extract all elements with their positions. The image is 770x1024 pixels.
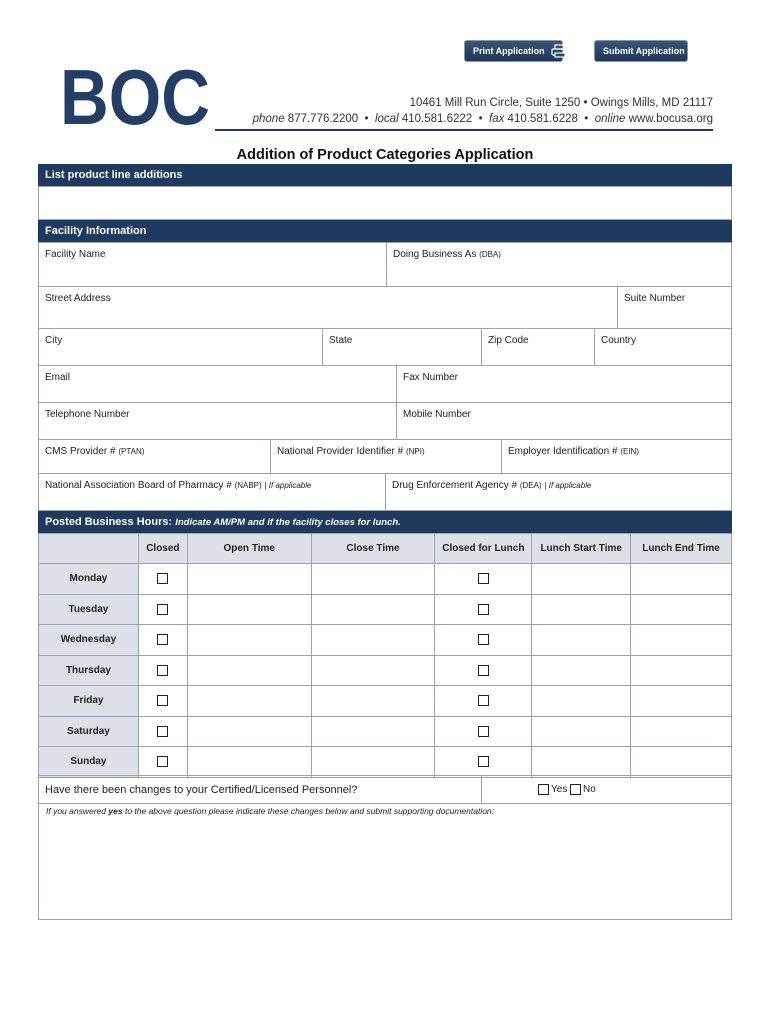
hours-row-tuesday	[39, 594, 732, 625]
day-label: Monday	[39, 564, 139, 595]
npi-field[interactable]: National Provider Identifier # (NPI)	[270, 439, 502, 474]
closed-cell	[138, 625, 187, 656]
closed-checkbox[interactable]	[157, 634, 168, 645]
personnel-changes-field[interactable]: If you answered yes to the above question please indicate these changes below and submit supporting documentation:	[38, 803, 732, 920]
hours-col-lunch-end: Lunch End Time	[631, 534, 732, 564]
state-field[interactable]: State	[322, 328, 482, 366]
lunch-end-time-field[interactable]	[631, 716, 732, 747]
closed-checkbox[interactable]	[157, 726, 168, 737]
phone-label: phone	[252, 113, 285, 125]
open-time-field[interactable]	[187, 594, 311, 625]
lunch-start-time-field[interactable]	[532, 625, 631, 656]
submit-application-label: Submit Application	[603, 46, 685, 56]
day-label: Thursday	[39, 655, 139, 686]
hours-col-day	[39, 534, 139, 564]
submit-application-button[interactable]	[594, 40, 688, 62]
lunch-end-time-field[interactable]	[631, 594, 732, 625]
closed-lunch-checkbox[interactable]	[478, 604, 489, 615]
open-time-field[interactable]	[187, 564, 311, 595]
ein-field[interactable]: Employer Identification # (EIN)	[501, 439, 732, 474]
hours-row-friday	[39, 686, 732, 717]
fax-number-field[interactable]: Fax Number	[396, 365, 732, 403]
day-label: Friday	[39, 686, 139, 717]
no-checkbox[interactable]	[570, 784, 581, 795]
product-line-field[interactable]	[38, 186, 732, 220]
phone-number: 877.776.2200	[287, 113, 359, 125]
closed-lunch-checkbox[interactable]	[478, 634, 489, 645]
facility-section-bar: Facility Information	[38, 220, 732, 242]
address-line: 10461 Mill Run Circle, Suite 1250 • Owings Mills, MD 21117	[409, 97, 713, 109]
print-application-button[interactable]	[464, 40, 563, 62]
open-time-field[interactable]	[187, 716, 311, 747]
close-time-field[interactable]	[311, 686, 435, 717]
closed-lunch-cell	[435, 747, 532, 778]
online-label: online	[594, 113, 626, 125]
closed-cell	[138, 747, 187, 778]
hours-row-sunday	[39, 747, 732, 778]
closed-checkbox[interactable]	[157, 756, 168, 767]
personnel-answer	[481, 775, 732, 804]
hours-row-thursday	[39, 655, 732, 686]
hours-section-bar: Posted Business Hours: Indicate AM/PM and if the facility closes for lunch.	[38, 511, 732, 533]
closed-lunch-checkbox[interactable]	[478, 756, 489, 767]
fax-label: fax	[489, 113, 505, 125]
day-label: Sunday	[39, 747, 139, 778]
closed-lunch-checkbox[interactable]	[478, 726, 489, 737]
closed-cell	[138, 594, 187, 625]
lunch-start-time-field[interactable]	[532, 686, 631, 717]
yes-checkbox[interactable]	[538, 784, 549, 795]
day-label: Tuesday	[39, 594, 139, 625]
lunch-start-time-field[interactable]	[532, 716, 631, 747]
nabp-field[interactable]: National Association Board of Pharmacy # (NABP) | If applicable	[38, 473, 386, 511]
hours-section-note: Indicate AM/PM and if the facility closes for lunch.	[175, 517, 401, 528]
closed-lunch-cell	[435, 686, 532, 717]
personnel-question: Have there been changes to your Certified/Licensed Personnel?	[38, 775, 482, 804]
lunch-start-time-field[interactable]	[532, 747, 631, 778]
hours-header-row	[39, 534, 732, 564]
closed-lunch-cell	[435, 716, 532, 747]
closed-checkbox[interactable]	[157, 604, 168, 615]
no-option[interactable]: No	[570, 784, 596, 795]
lunch-end-time-field[interactable]	[631, 686, 732, 717]
product-section-bar: List product line additions	[38, 164, 732, 186]
closed-lunch-checkbox[interactable]	[478, 573, 489, 584]
city-field[interactable]: City	[38, 328, 323, 366]
email-field[interactable]: Email	[38, 365, 397, 403]
closed-checkbox[interactable]	[157, 695, 168, 706]
website-link[interactable]: www.bocusa.org	[628, 113, 713, 125]
facility-name-field[interactable]: Facility Name	[38, 242, 387, 287]
hours-col-lunch-start: Lunch Start Time	[532, 534, 631, 564]
business-hours-table	[38, 533, 732, 778]
logo-text: BOC	[60, 53, 210, 141]
cms-provider-field[interactable]: CMS Provider # (PTAN)	[38, 439, 271, 474]
lunch-end-time-field[interactable]	[631, 747, 732, 778]
closed-lunch-cell	[435, 655, 532, 686]
header-rule	[215, 129, 713, 131]
closed-checkbox[interactable]	[157, 573, 168, 584]
close-time-field[interactable]	[311, 625, 435, 656]
open-time-field[interactable]	[187, 686, 311, 717]
dba-field[interactable]: Doing Business As (DBA)	[386, 242, 732, 287]
closed-lunch-checkbox[interactable]	[478, 665, 489, 676]
hours-row-saturday	[39, 716, 732, 747]
street-address-field[interactable]: Street Address	[38, 286, 618, 329]
mobile-field[interactable]: Mobile Number	[396, 402, 732, 440]
close-time-field[interactable]	[311, 564, 435, 595]
open-time-field[interactable]	[187, 747, 311, 778]
closed-cell	[138, 686, 187, 717]
dea-field[interactable]: Drug Enforcement Agency # (DEA) | If applicable	[385, 473, 732, 511]
lunch-start-time-field[interactable]	[532, 594, 631, 625]
zip-code-field[interactable]: Zip Code	[481, 328, 595, 366]
day-label: Wednesday	[39, 625, 139, 656]
print-application-label: Print Application	[473, 46, 545, 56]
close-time-field[interactable]	[311, 655, 435, 686]
hours-col-close: Close Time	[311, 534, 435, 564]
lunch-end-time-field[interactable]	[631, 564, 732, 595]
lunch-start-time-field[interactable]	[532, 564, 631, 595]
telephone-field[interactable]: Telephone Number	[38, 402, 397, 440]
hours-col-closed: Closed	[138, 534, 187, 564]
yes-option[interactable]: Yes	[538, 784, 567, 795]
lunch-end-time-field[interactable]	[631, 625, 732, 656]
fax-number: 410.581.6228	[507, 113, 578, 125]
lunch-end-time-field[interactable]	[631, 655, 732, 686]
local-number: 410.581.6222	[401, 113, 473, 125]
boc-logo	[60, 53, 210, 141]
printer-icon	[551, 44, 569, 58]
close-time-field[interactable]	[311, 716, 435, 747]
country-field[interactable]: Country	[594, 328, 732, 366]
closed-cell	[138, 564, 187, 595]
day-label: Saturday	[39, 716, 139, 747]
closed-lunch-cell	[435, 625, 532, 656]
closed-lunch-checkbox[interactable]	[478, 695, 489, 706]
closed-lunch-cell	[435, 594, 532, 625]
hours-row-monday	[39, 564, 732, 595]
contact-line: phone 877.776.2200 • local 410.581.6222 • fax 410.581.6228 • online www.bocusa.org	[252, 113, 713, 125]
closed-checkbox[interactable]	[157, 665, 168, 676]
page-title: Addition of Product Categories Application	[236, 147, 534, 163]
suite-number-field[interactable]: Suite Number	[617, 286, 732, 329]
local-label: local	[374, 113, 399, 125]
closed-cell	[138, 716, 187, 747]
hours-col-closed-lunch: Closed for Lunch	[435, 534, 532, 564]
envelope-icon	[691, 45, 709, 58]
hours-col-open: Open Time	[187, 534, 311, 564]
closed-cell	[138, 655, 187, 686]
close-time-field[interactable]	[311, 594, 435, 625]
personnel-question-row	[38, 775, 732, 804]
lunch-start-time-field[interactable]	[532, 655, 631, 686]
close-time-field[interactable]	[311, 747, 435, 778]
hours-row-wednesday	[39, 625, 732, 656]
open-time-field[interactable]	[187, 655, 311, 686]
closed-lunch-cell	[435, 564, 532, 595]
open-time-field[interactable]	[187, 625, 311, 656]
